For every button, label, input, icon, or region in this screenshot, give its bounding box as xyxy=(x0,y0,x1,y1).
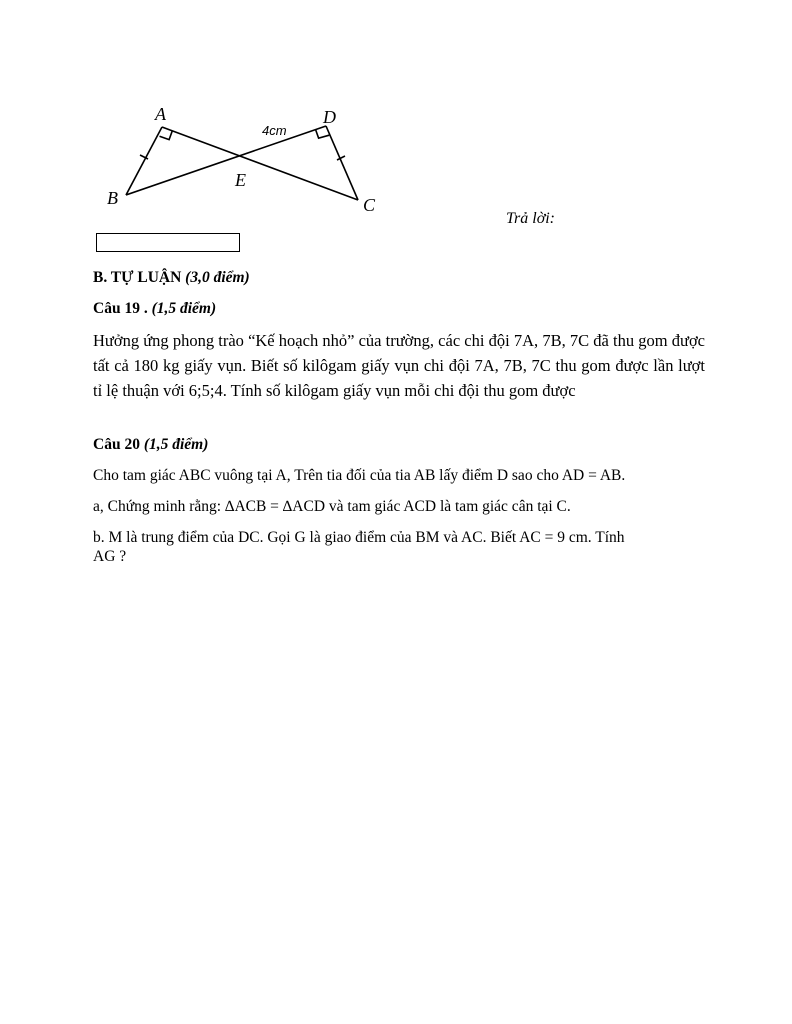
question-19-points: (1,5 điểm) xyxy=(151,300,217,317)
geometry-figure xyxy=(96,100,396,220)
section-title-text: B. TỰ LUẬN xyxy=(93,269,182,286)
question-20-heading xyxy=(93,436,208,454)
label-A: A xyxy=(155,104,166,124)
section-title xyxy=(93,269,250,287)
question-20-points: (1,5 điểm) xyxy=(143,436,209,453)
section-points: (3,0 điểm) xyxy=(185,269,250,286)
answer-label: Trả lời: xyxy=(506,210,555,227)
question-20-part-a: a, Chứng minh rằng: ∆ACB = ∆ACD và tam giác ACD là tam giác cân tại C. xyxy=(93,498,571,515)
label-E: E xyxy=(235,170,246,190)
question-20-statement: Cho tam giác ABC vuông tại A, Trên tia đối của tia AB lấy điểm D sao cho AD = AB. xyxy=(93,467,626,484)
question-20-label: Câu 20 xyxy=(93,436,140,453)
label-C: C xyxy=(363,195,376,215)
question-19-text: Hưởng ứng phong trào “Kế hoạch nhỏ” của trường, các chi đội 7A, 7B, 7C đã thu gom được tất cả 180 kg giấy vụn. Biết số kilôgam giấy vụn chi đội 7A, 7B, 7C thu gom được lần lượt tỉ lệ thuận với 6;5;4. Tính số kilôgam giấy vụn mỗi chi đội thu gom được xyxy=(93,331,705,400)
right-angle-mark-A xyxy=(160,131,173,140)
question-20-part-b-continued: AG ? xyxy=(93,548,127,565)
segment-DC xyxy=(326,126,358,200)
question-19-heading xyxy=(93,300,216,318)
length-label: 4cm xyxy=(262,123,287,138)
label-B: B xyxy=(107,188,118,208)
right-angle-mark-D xyxy=(316,130,330,139)
question-19-label: Câu 19 . xyxy=(93,300,148,317)
question-20-part-b: b. M là trung điểm của DC. Gọi G là giao điểm của BM và AC. Biết AC = 9 cm. Tính xyxy=(93,529,625,546)
segment-AC xyxy=(162,127,358,200)
answer-box[interactable] xyxy=(96,233,240,252)
label-D: D xyxy=(323,107,336,127)
segment-DB xyxy=(126,126,326,195)
